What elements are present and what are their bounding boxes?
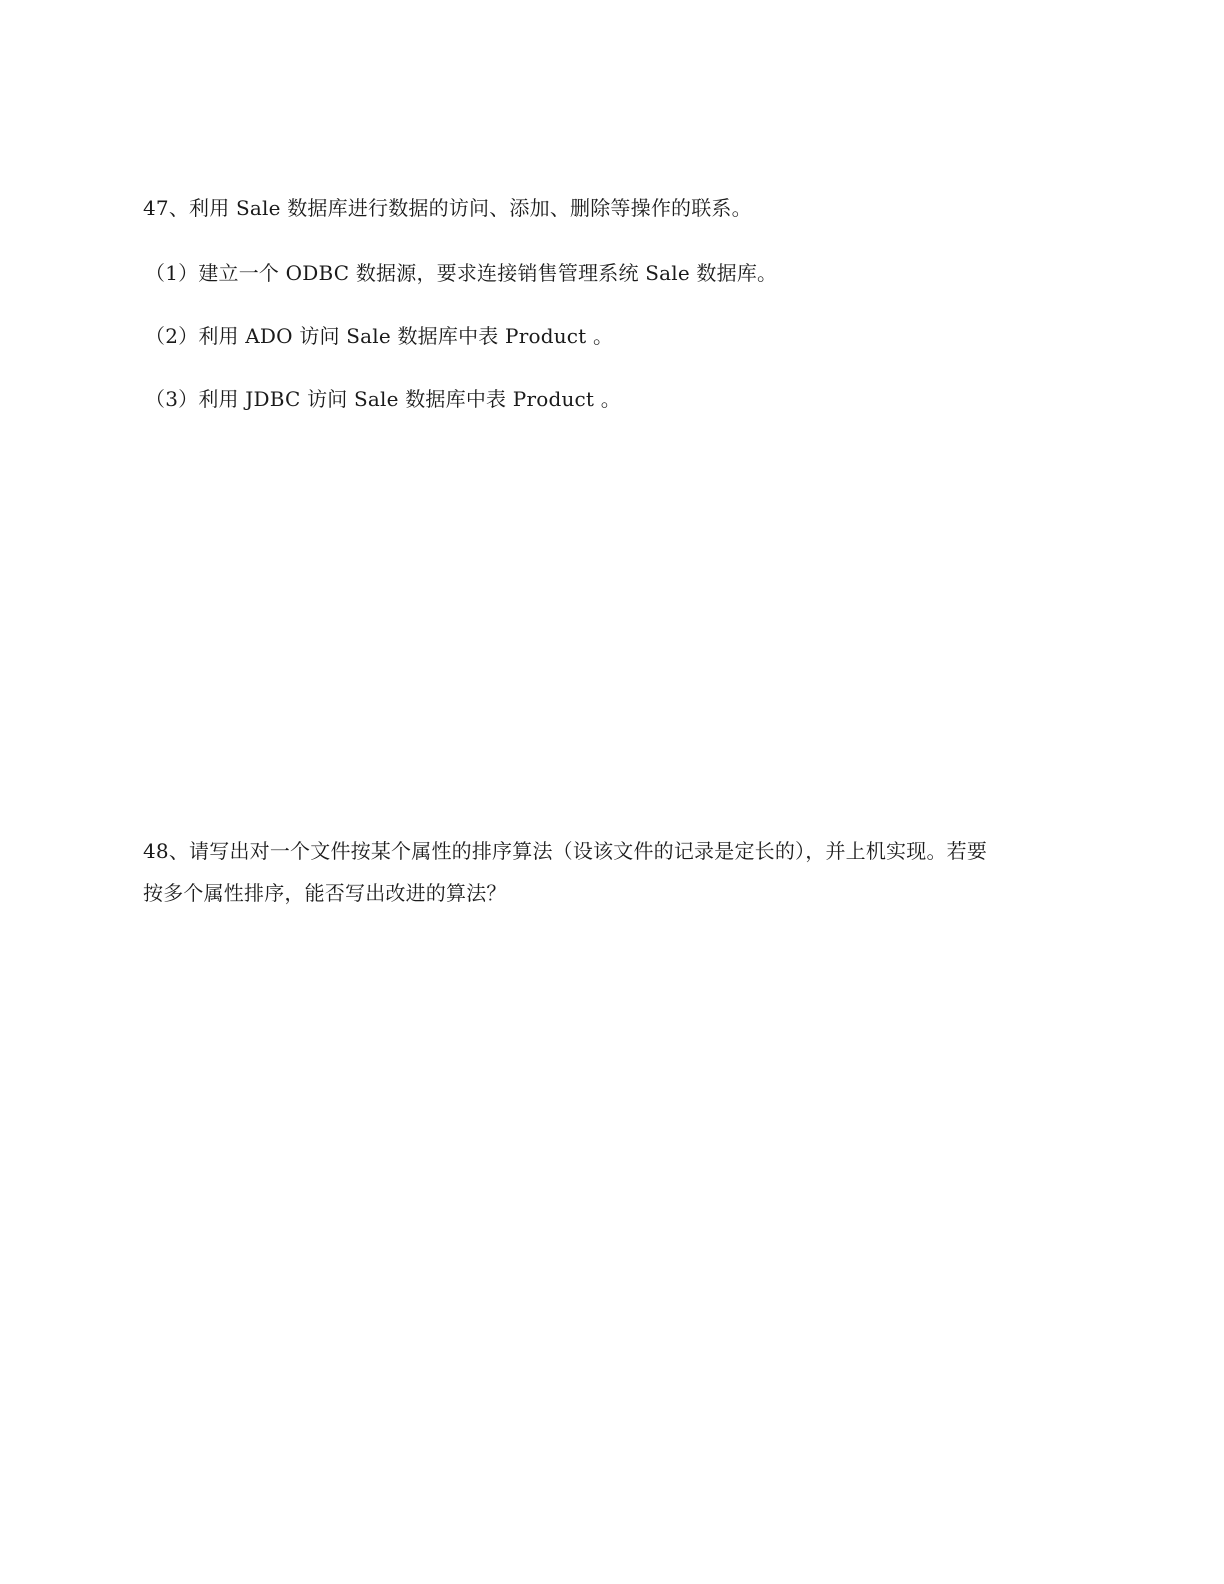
question-47-item-3: （3）利用 JDBC 访问 Sale 数据库中表 Product 。 (145, 387, 621, 411)
question-48-title-line-2: 按多个属性排序，能否写出改进的算法？ (143, 881, 507, 905)
question-48-title-line-1: 48、请写出对一个文件按某个属性的排序算法（设该文件的记录是定长的），并上机实现。若要 (143, 839, 988, 863)
question-47-title: 47、利用 Sale 数据库进行数据的访问、添加、删除等操作的联系。 (143, 196, 752, 220)
question-47-item-2: （2）利用 ADO 访问 Sale 数据库中表 Product 。 (145, 324, 614, 348)
question-47-item-1: （1）建立一个 ODBC 数据源，要求连接销售管理系统 Sale 数据库。 (145, 261, 778, 285)
